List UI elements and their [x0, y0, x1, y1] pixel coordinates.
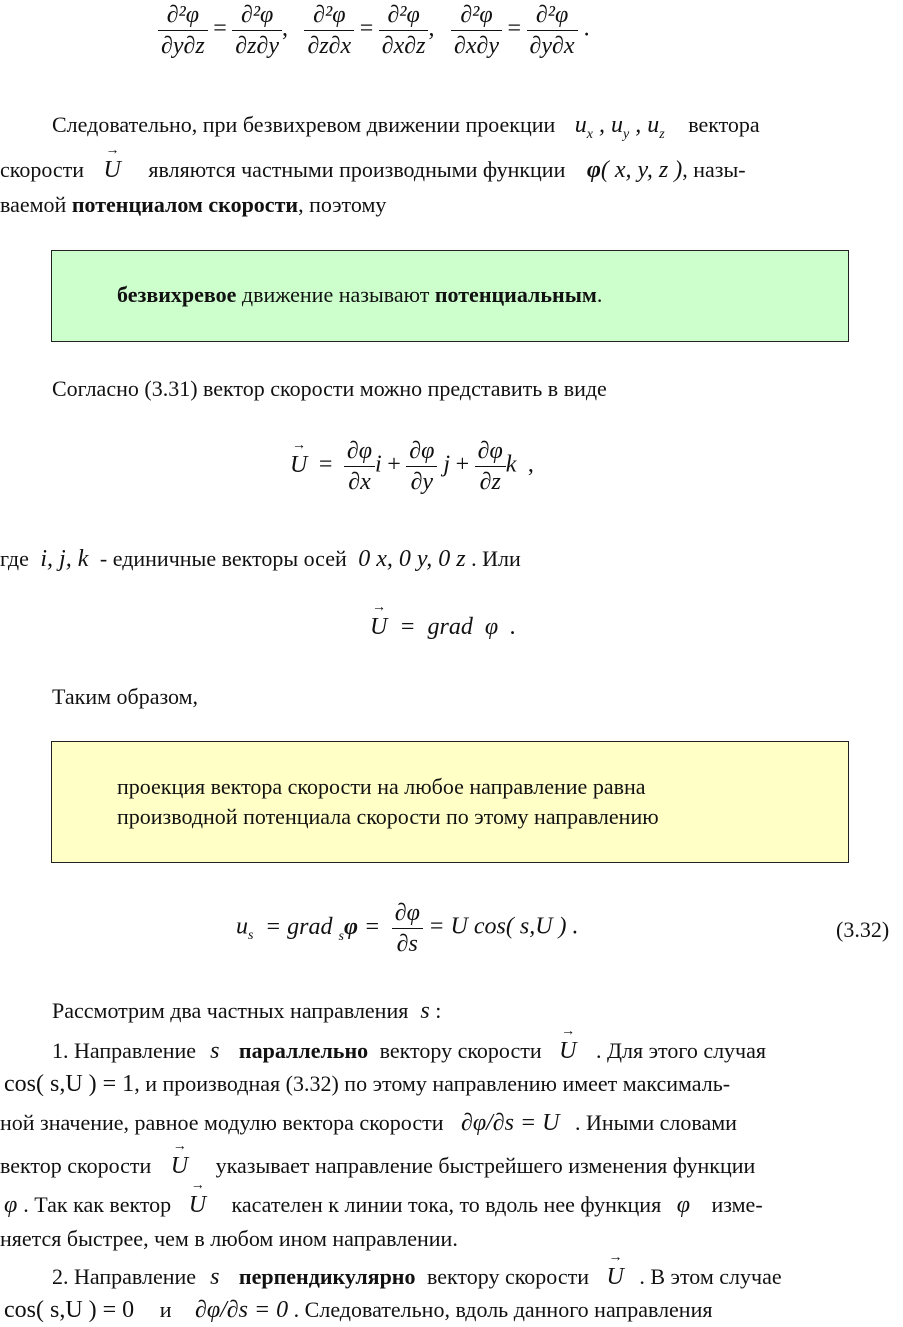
paragraph-line: cos( s,U ) = 0 и ∂φ/∂s = 0 . Следовательно, вдоль данного направления — [4, 1297, 713, 1323]
equation-number: (3.32) — [836, 917, 890, 942]
paragraph-line: Рассмотрим два частных направления s : — [52, 998, 442, 1024]
paragraph-line: 1. Направление s параллельно вектору скорости U → . Для этого случая — [52, 1038, 766, 1065]
paragraph-line: Таким образом, — [52, 684, 199, 709]
paragraph-line: 2. Направление s перпендикулярно вектору скорости U → . В этом случае — [52, 1264, 782, 1291]
paragraph-line: няется быстрее, чем в любом ином направлении. — [0, 1226, 458, 1251]
definition-box — [51, 250, 849, 342]
paragraph-line: Следовательно, при безвихревом движении проекции $u_x$ , $u_y$ , $u_z$ вектора — [52, 112, 760, 142]
fraction: $\frac{\text{∂²φ}}{\partial z\partial x}$ — [304, 0, 354, 61]
fraction: $\frac{\text{∂²φ}}{\partial x\partial z}$ — [379, 0, 429, 61]
fraction: $\frac{\text{∂²φ}}{\partial x\partial y}$ — [451, 0, 502, 61]
definition-text: безвихревое движение называют потенциальным. — [117, 282, 603, 307]
mixed-derivatives-equation: $\frac{\text{∂²φ}}{\partial y\partial z}$ = $\frac{\text{∂²φ}}{\partial z\partial y}$ , $\frac{\text{∂²φ}}{\partial z\partial x}$ = $\frac{\text{∂²φ}}{\partial x\partial z}$ , $\frac{\text{∂²φ}}{\partial x\partial y}$ = $\frac{\text{∂²φ}}{\partial y\partial x}$ . — [158, 0, 590, 61]
statement-line: производной потенциала скорости по этому направлению — [117, 804, 659, 829]
paragraph-line: где i, j, k - единичные векторы осей 0 x, 0 y, 0 z . Или — [0, 546, 521, 572]
fraction: $\frac{\text{∂²φ}}{\partial z\partial y}$ — [232, 0, 282, 61]
statement-box — [51, 741, 849, 863]
paragraph-line: Согласно (3.31) вектор скорости можно представить в виде — [52, 376, 607, 401]
paragraph-line: ной значение, равное модулю вектора скорости ∂φ/∂s = U . Иными словами — [0, 1110, 737, 1136]
equation-3-32: $u_s$ = grad $_s$φ = $\frac{\partial\varphi}{\partial s}$ = U cos( s,U ) . — [236, 900, 579, 957]
paragraph-line: cos( s,U ) = 1, и производная (3.32) по этому направлению имеет максималь- — [4, 1071, 731, 1097]
paragraph-line: скорости U → являются частными производными функции φ( x, y, z ), назы- — [0, 157, 746, 184]
gradient-equation: U → = grad φ . — [370, 614, 516, 641]
paragraph-line: ваемой потенциалом скорости, поэтому — [0, 192, 387, 217]
paragraph-line: φ . Так как вектор U → касателен к линии тока, то вдоль нее функция φ изме- — [4, 1192, 763, 1219]
fraction: $\frac{\text{∂²φ}}{\partial y\partial z}$ — [158, 0, 208, 61]
paragraph-line: вектор скорости U → указывает направление быстрейшего изменения функции — [0, 1153, 755, 1180]
statement-line: проекция вектора скорости на любое направление равна — [117, 774, 646, 799]
velocity-expansion-equation: U → = $\frac{\partial\varphi}{\partial x}$ i + $\frac{\partial\varphi}{\partial y}$ j + $\frac{\partial\varphi}{\partial z}$ k , — [290, 436, 534, 497]
fraction: $\frac{\text{∂²φ}}{\partial y\partial x}$ — [527, 0, 578, 61]
